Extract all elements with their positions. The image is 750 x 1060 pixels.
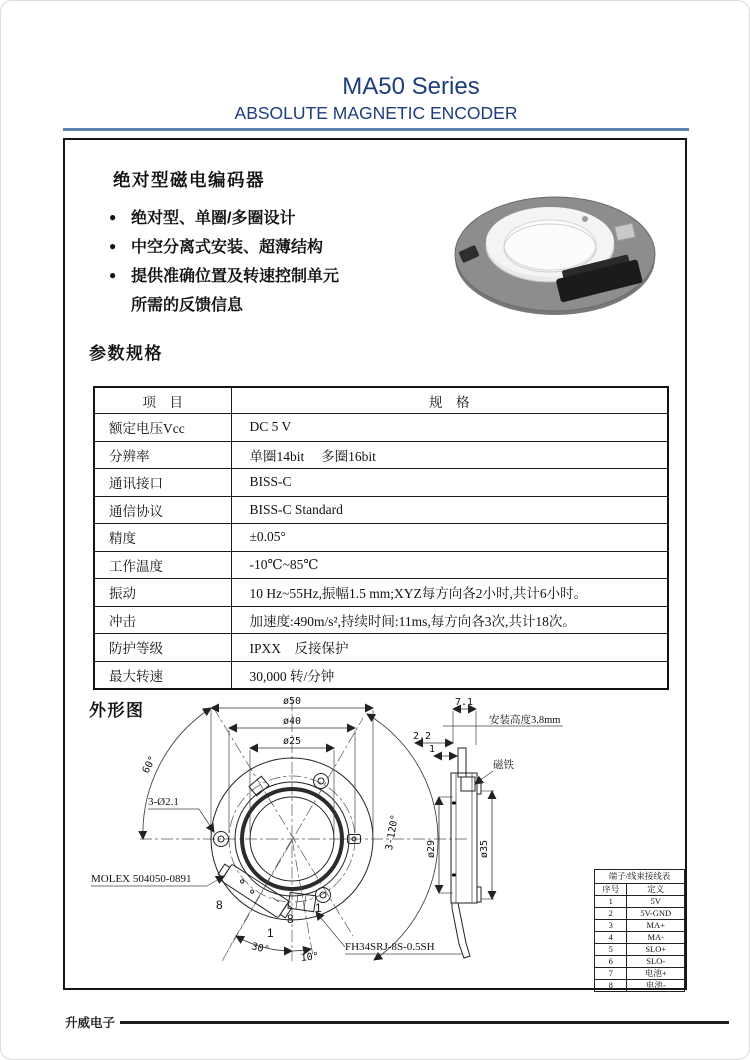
dim-outer-diameter: ø50 bbox=[282, 696, 302, 707]
pin-number: 6 bbox=[595, 956, 627, 968]
dim-7-1: 7.1 bbox=[454, 697, 474, 708]
dim-bolt-holes: 3-Ø2.1 bbox=[148, 796, 179, 808]
title-divider bbox=[63, 128, 689, 131]
mounting-hole bbox=[582, 216, 588, 222]
spec-col-item: 项 目 bbox=[94, 387, 231, 414]
spec-value: BISS-C bbox=[231, 469, 668, 497]
fh-pin8-label: 8 bbox=[287, 912, 294, 926]
table-row bbox=[595, 920, 685, 932]
fpc-tail bbox=[452, 903, 470, 958]
spec-item: 振动 bbox=[94, 579, 231, 607]
product-image bbox=[447, 188, 667, 328]
bullet-text: 提供准确位置及转速控制单元 bbox=[131, 268, 340, 285]
spec-item: 通讯接口 bbox=[94, 469, 231, 497]
pin-definition: MA- bbox=[627, 932, 685, 944]
pin-definition: SLO+ bbox=[627, 944, 685, 956]
mount-height-label: 安装高度3.8mm bbox=[489, 715, 561, 726]
spec-value: ±0.05° bbox=[231, 524, 668, 552]
pin-number: 5 bbox=[595, 944, 627, 956]
table-row bbox=[595, 980, 685, 992]
spec-value: 10 Hz~55Hz,振幅1.5 mm;XYZ每方向各2小时,共计6小时。 bbox=[231, 579, 668, 607]
intro-heading: 绝对型磁电编码器 bbox=[113, 170, 265, 190]
bullet-icon: ● bbox=[109, 238, 117, 253]
outline-drawing bbox=[65, 693, 685, 992]
table-row bbox=[94, 524, 668, 552]
molex-pin1-label: 1 bbox=[267, 926, 274, 940]
pin-definition: MA+ bbox=[627, 920, 685, 932]
table-row bbox=[595, 896, 685, 908]
spec-value: DC 5 V bbox=[231, 414, 668, 442]
bullet-icon: ● bbox=[109, 267, 117, 282]
pin-definition: SLO- bbox=[627, 956, 685, 968]
spec-item: 额定电压Vcc bbox=[94, 414, 231, 442]
magnet-block bbox=[461, 777, 475, 791]
spec-table bbox=[93, 386, 669, 690]
bullet-item bbox=[109, 202, 339, 231]
page-subtitle: ABSOLUTE MAGNETIC ENCODER bbox=[234, 103, 518, 123]
pin-number: 7 bbox=[595, 968, 627, 980]
spec-value: 单圈14bit 多圈16bit bbox=[231, 441, 668, 469]
table-row bbox=[595, 932, 685, 944]
spec-item: 防护等级 bbox=[94, 634, 231, 662]
spec-value: 加速度:490m/s²,持续时间:11ms,每方向各3次,共计18次。 bbox=[231, 606, 668, 634]
spec-item: 冲击 bbox=[94, 606, 231, 634]
footer-brand: 升威电子 bbox=[65, 1016, 116, 1030]
bullet-text: 绝对型、单圈/多圈设计 bbox=[131, 210, 296, 227]
spec-item: 最大转速 bbox=[94, 661, 231, 689]
bullet-item bbox=[109, 231, 339, 260]
dim-angle-60: 60° bbox=[140, 754, 159, 776]
table-row bbox=[94, 551, 668, 579]
table-row bbox=[94, 469, 668, 497]
side-tab bbox=[615, 223, 636, 240]
table-row bbox=[595, 944, 685, 956]
bullet-icon: ● bbox=[109, 209, 117, 224]
table-row bbox=[595, 956, 685, 968]
spec-item: 通信协议 bbox=[94, 496, 231, 524]
molex-part-label: MOLEX 504050-0891 bbox=[91, 873, 192, 885]
spec-value: -10℃~85℃ bbox=[231, 551, 668, 579]
pin-definition: 5V-GND bbox=[627, 908, 685, 920]
pin-number: 4 bbox=[595, 932, 627, 944]
molex-pin8-label: 8 bbox=[216, 898, 223, 912]
pin-definition: 电池+ bbox=[627, 968, 685, 980]
bullet-item bbox=[109, 289, 339, 318]
table-row bbox=[94, 496, 668, 524]
bullet-text: 所需的反馈信息 bbox=[131, 297, 244, 314]
spec-item: 精度 bbox=[94, 524, 231, 552]
table-row bbox=[94, 414, 668, 442]
specs-heading: 参数规格 bbox=[89, 344, 163, 363]
bullet-text: 中空分离式安装、超薄结构 bbox=[131, 239, 324, 256]
pin-definition: 电池- bbox=[627, 980, 685, 992]
spec-header-row bbox=[94, 387, 668, 414]
front-view bbox=[91, 696, 467, 964]
dim-hole-spacing: 3-120° bbox=[383, 813, 402, 852]
table-row bbox=[94, 661, 668, 689]
dim-2-2: 2.2 bbox=[413, 731, 432, 742]
table-row bbox=[595, 908, 685, 920]
wiring-col-def: 定义 bbox=[627, 884, 685, 896]
footer-divider bbox=[120, 1021, 729, 1024]
magnet-label: 磁铁 bbox=[493, 760, 514, 771]
wiring-col-no: 序号 bbox=[595, 884, 627, 896]
side-view bbox=[413, 697, 563, 958]
spec-value: 30,000 转/分钟 bbox=[231, 661, 668, 689]
fh-part-label: FH34SRJ-8S-0.5SH bbox=[345, 941, 435, 953]
dim-angle-10: 10° bbox=[300, 951, 320, 964]
fh-pin1-label: 1 bbox=[315, 901, 322, 915]
table-row bbox=[94, 441, 668, 469]
pin-number: 3 bbox=[595, 920, 627, 932]
table-row bbox=[94, 606, 668, 634]
page-title: MA50 Series bbox=[342, 73, 480, 100]
dim-angle-30: 30° bbox=[250, 941, 271, 957]
dim-1: 1 bbox=[429, 744, 436, 755]
feature-bullets bbox=[109, 202, 339, 318]
wiring-header-row bbox=[595, 884, 685, 896]
wiring-title-row bbox=[595, 870, 685, 884]
bullet-item bbox=[109, 260, 339, 289]
dim-bolt-circle: ø40 bbox=[282, 716, 302, 727]
table-row bbox=[94, 579, 668, 607]
pin-number: 8 bbox=[595, 980, 627, 992]
table-row bbox=[595, 968, 685, 980]
wiring-table bbox=[594, 869, 685, 992]
spec-value: IPXX 反接保护 bbox=[231, 634, 668, 662]
dim-dia-35: ø35 bbox=[479, 839, 490, 859]
pin-number: 1 bbox=[595, 896, 627, 908]
pin-definition: 5V bbox=[627, 896, 685, 908]
spec-value: BISS-C Standard bbox=[231, 496, 668, 524]
dim-inner-diameter: ø25 bbox=[282, 736, 302, 747]
pin-number: 2 bbox=[595, 908, 627, 920]
dim-dia-29: ø29 bbox=[426, 839, 437, 859]
spec-item: 工作温度 bbox=[94, 551, 231, 579]
wiring-title: 端子/线束接线表 bbox=[595, 870, 685, 884]
spec-item: 分辨率 bbox=[94, 441, 231, 469]
spec-col-spec: 规 格 bbox=[231, 387, 668, 414]
drawing-heading: 外形图 bbox=[89, 701, 145, 720]
table-row bbox=[94, 634, 668, 662]
content-box bbox=[63, 138, 687, 990]
